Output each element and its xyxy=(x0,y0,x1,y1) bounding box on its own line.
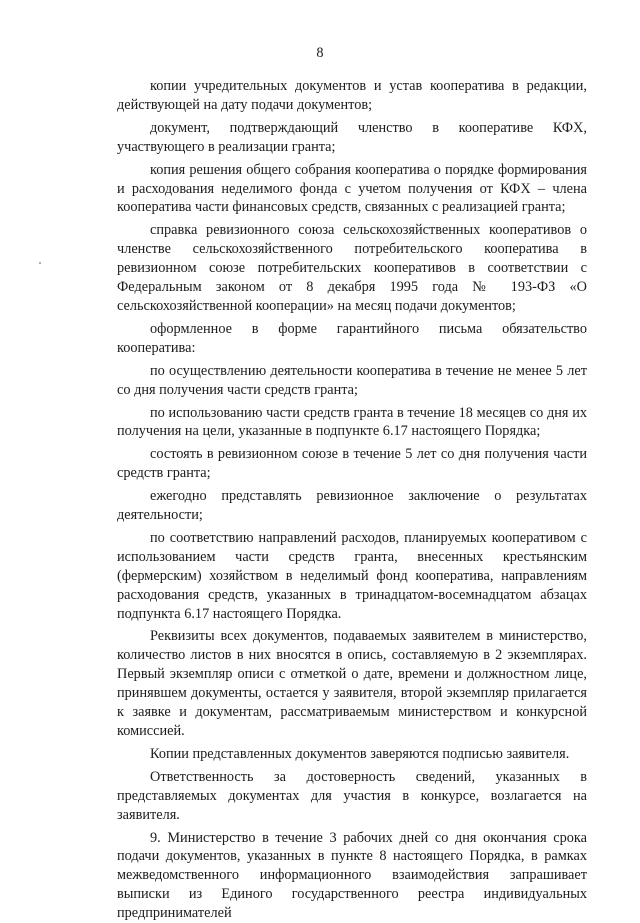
paragraph-grant-use-obligation: по использованию части средств гранта в течение 18 месяцев со дня их получения на цели, указанные в подпункте 6.17 настоящего Порядка; xyxy=(117,404,587,440)
paragraph-activity-obligation: по осуществлению деятельности кооператива в течение не менее 5 лет со дня получения части средств гранта; xyxy=(117,362,587,398)
paragraph-guarantee-letter: оформленное в форме гарантийного письма обязательство кооператива: xyxy=(117,320,587,356)
document-body xyxy=(117,77,587,923)
paragraph-charter-copies: копии учредительных документов и устав кооператива в редакции, действующей на дату подачи документов; xyxy=(117,78,587,113)
paragraph-responsibility: Ответственность за достоверность сведений, указанных в представляемых документах для участия в конкурсе, возлагается на заявителя. xyxy=(117,768,587,823)
paragraph-copies-certification: Копии представленных документов заверяются подписью заявителя. xyxy=(150,745,570,762)
paragraph-audit-union-membership: состоять в ревизионном союзе в течение 5 лет со дня получения части средств гранта; xyxy=(117,446,587,482)
paragraph-membership-document: документ, подтверждающий членство в кооперативе КФХ, участвующего в реализации гранта; xyxy=(117,119,587,155)
paragraph-expense-directions: по соответствию направлений расходов, планируемых кооперативом с использованием части средств гранта, внесенных крестьянским (фермерским) хозяйством в неделимый фонд кооператива, направлениям расходования средств, указанных в тринадцатом-восемнадцатом абзацах подпункта 6.17 настоящего Порядка. xyxy=(117,529,587,622)
paragraph-annual-audit-report: ежегодно представлять ревизионное заключение о результатах деятельности; xyxy=(117,488,587,524)
paragraph-audit-union-certificate: справка ревизионного союза сельскохозяйственных кооперативов о членстве сельскохозяйственного потребительского кооператива в ревизионном союзе потребительских кооперативов в соответствии с Федеральным законом от 8 декабря 1995 года № 193-ФЗ «О сельскохозяйственной кооперации» на месяц подачи документов; xyxy=(117,222,587,314)
paragraph-general-meeting-decision: копия решения общего собрания кооператива о порядке формирования и расходования неделимого фонда с учетом получения от КФХ – члена кооператива части финансовых средств, связанных с реализацией гранта; xyxy=(117,161,587,216)
paragraph-item-9: 9. Министерство в течение 3 рабочих дней со дня окончания срока подачи документов, указанных в пункте 8 настоящего Порядка, в рамках межведомственного информационного взаимодействия запрашивает выписки из Единого государственного реестра индивидуальных предпринимателей xyxy=(117,829,587,922)
paragraph-document-inventory: Реквизиты всех документов, подаваемых заявителем в министерство, количество листов в них вносятся в опись, составляемую в 2 экземплярах. Первый экземпляр описи с отметкой о дате, времени и должностном лице, принявшем документы, остается у заявителя, второй экземпляр прилагается к заявке и документам, рассматриваемым министерством и конкурсной комиссией. xyxy=(117,628,587,739)
page-number: 8 xyxy=(316,45,324,61)
margin-mark xyxy=(39,262,41,264)
